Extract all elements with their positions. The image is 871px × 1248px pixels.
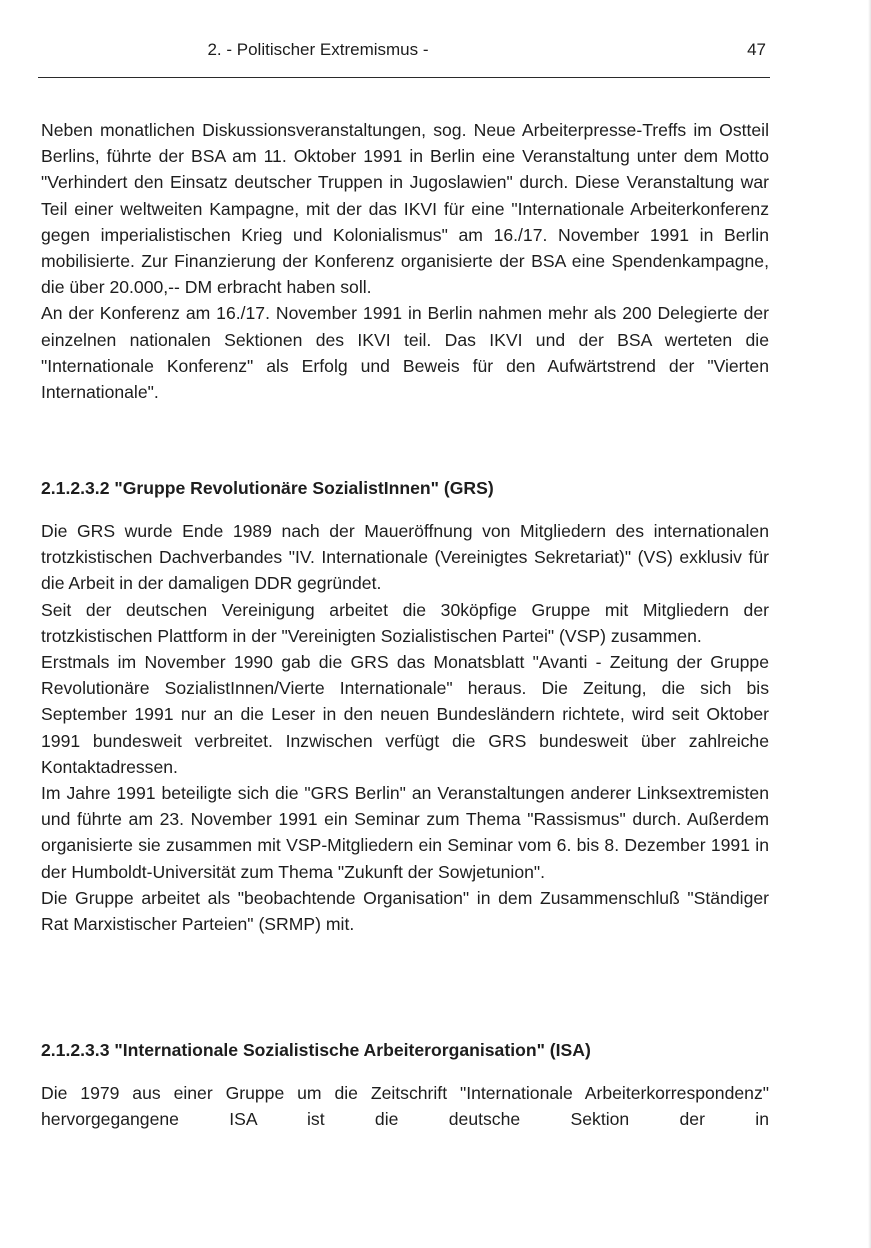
grs-text-block	[41, 518, 769, 937]
paragraph: Neben monatlichen Diskussionsveranstaltungen, sog. Neue Arbeiterpresse-Treffs im Ostteil Berlins, führte der BSA am 11. Oktober 1991 in Berlin eine Veranstaltung unter dem Motto "Verhindert den Einsatz deutscher Truppen in Jugoslawien" durch. Diese Veranstaltung war Teil einer weltweiten Kampagne, mit der das IKVI für eine "Internationale Arbeiterkonferenz gegen imperialistischen Krieg und Kolonialismus" am 16./17. November 1991 in Berlin mobilisierte. Zur Finanzierung der Konferenz organisierte der BSA eine Spendenkampagne, die über 20.000,-- DM erbracht haben soll.	[41, 120, 769, 298]
paragraph: Im Jahre 1991 beteiligte sich die "GRS Berlin" an Veranstaltungen anderer Linksextremisten und führte am 23. November 1991 ein Seminar zum Thema "Rassismus" durch. Außerdem organisierte sie zusammen mit VSP-Mitgliedern ein Seminar vom 6. bis 8. Dezember 1991 in der Humboldt-Universität zum Thema "Zukunft der Sowjetunion".	[41, 783, 769, 882]
section-heading-isa: 2.1.2.3.3 "Internationale Sozialistische Arbeiterorganisation" (ISA)	[41, 1040, 591, 1060]
page-number: 47	[747, 40, 766, 59]
running-title: 2. - Politischer Extremismus -	[207, 40, 429, 59]
paragraph: Die 1979 aus einer Gruppe um die Zeitschrift "Internationale Arbeiterkorrespondenz" hervorgegangene ISA ist die deutsche Sektion der in	[41, 1083, 769, 1130]
paragraph: Die Gruppe arbeitet als "beobachtende Organisation" in dem Zusammenschluß "Ständiger Rat Marxistischer Parteien" (SRMP) mit.	[41, 887, 769, 935]
paragraph: An der Konferenz am 16./17. November 1991 in Berlin nahmen mehr als 200 Delegierte der einzelnen nationalen Sektionen des IKVI teil. Das IKVI und der BSA werteten die "Internationale Konferenz" als Erfolg und Beweis für den Aufwärtstrend der "Vierten Internationale".	[41, 303, 769, 403]
page-header	[38, 40, 770, 62]
section-heading-grs: 2.1.2.3.2 "Gruppe Revolutionäre SozialistInnen" (GRS)	[41, 478, 494, 498]
paragraph: Erstmals im November 1990 gab die GRS das Monatsblatt "Avanti - Zeitung der Gruppe Revolutionäre SozialistInnen/Vierte Internationale" heraus. Die Zeitung, die sich bis September 1991 nur an die Leser in den neuen Bundesländern richtete, wird seit Oktober 1991 bundesweit verbreitet. Inzwischen verfügt die GRS bundesweit über zahlreiche Kontaktadressen.	[41, 652, 769, 777]
paragraph: Die GRS wurde Ende 1989 nach der Maueröffnung von Mitgliedern des internationalen trotzkistischen Dachverbandes "IV. Internationale (Vereinigtes Sekretariat)" (VS) exklusiv für die Arbeit in der damaligen DDR gegründet.	[41, 521, 769, 594]
isa-text-block	[41, 1080, 769, 1132]
paragraph: Seit der deutschen Vereinigung arbeitet die 30köpfige Gruppe mit Mitgliedern der trotzkistischen Plattform in der "Vereinigten Sozialistischen Partei" (VSP) zusammen.	[41, 599, 769, 646]
header-divider	[38, 77, 770, 78]
intro-text-block	[41, 117, 769, 405]
